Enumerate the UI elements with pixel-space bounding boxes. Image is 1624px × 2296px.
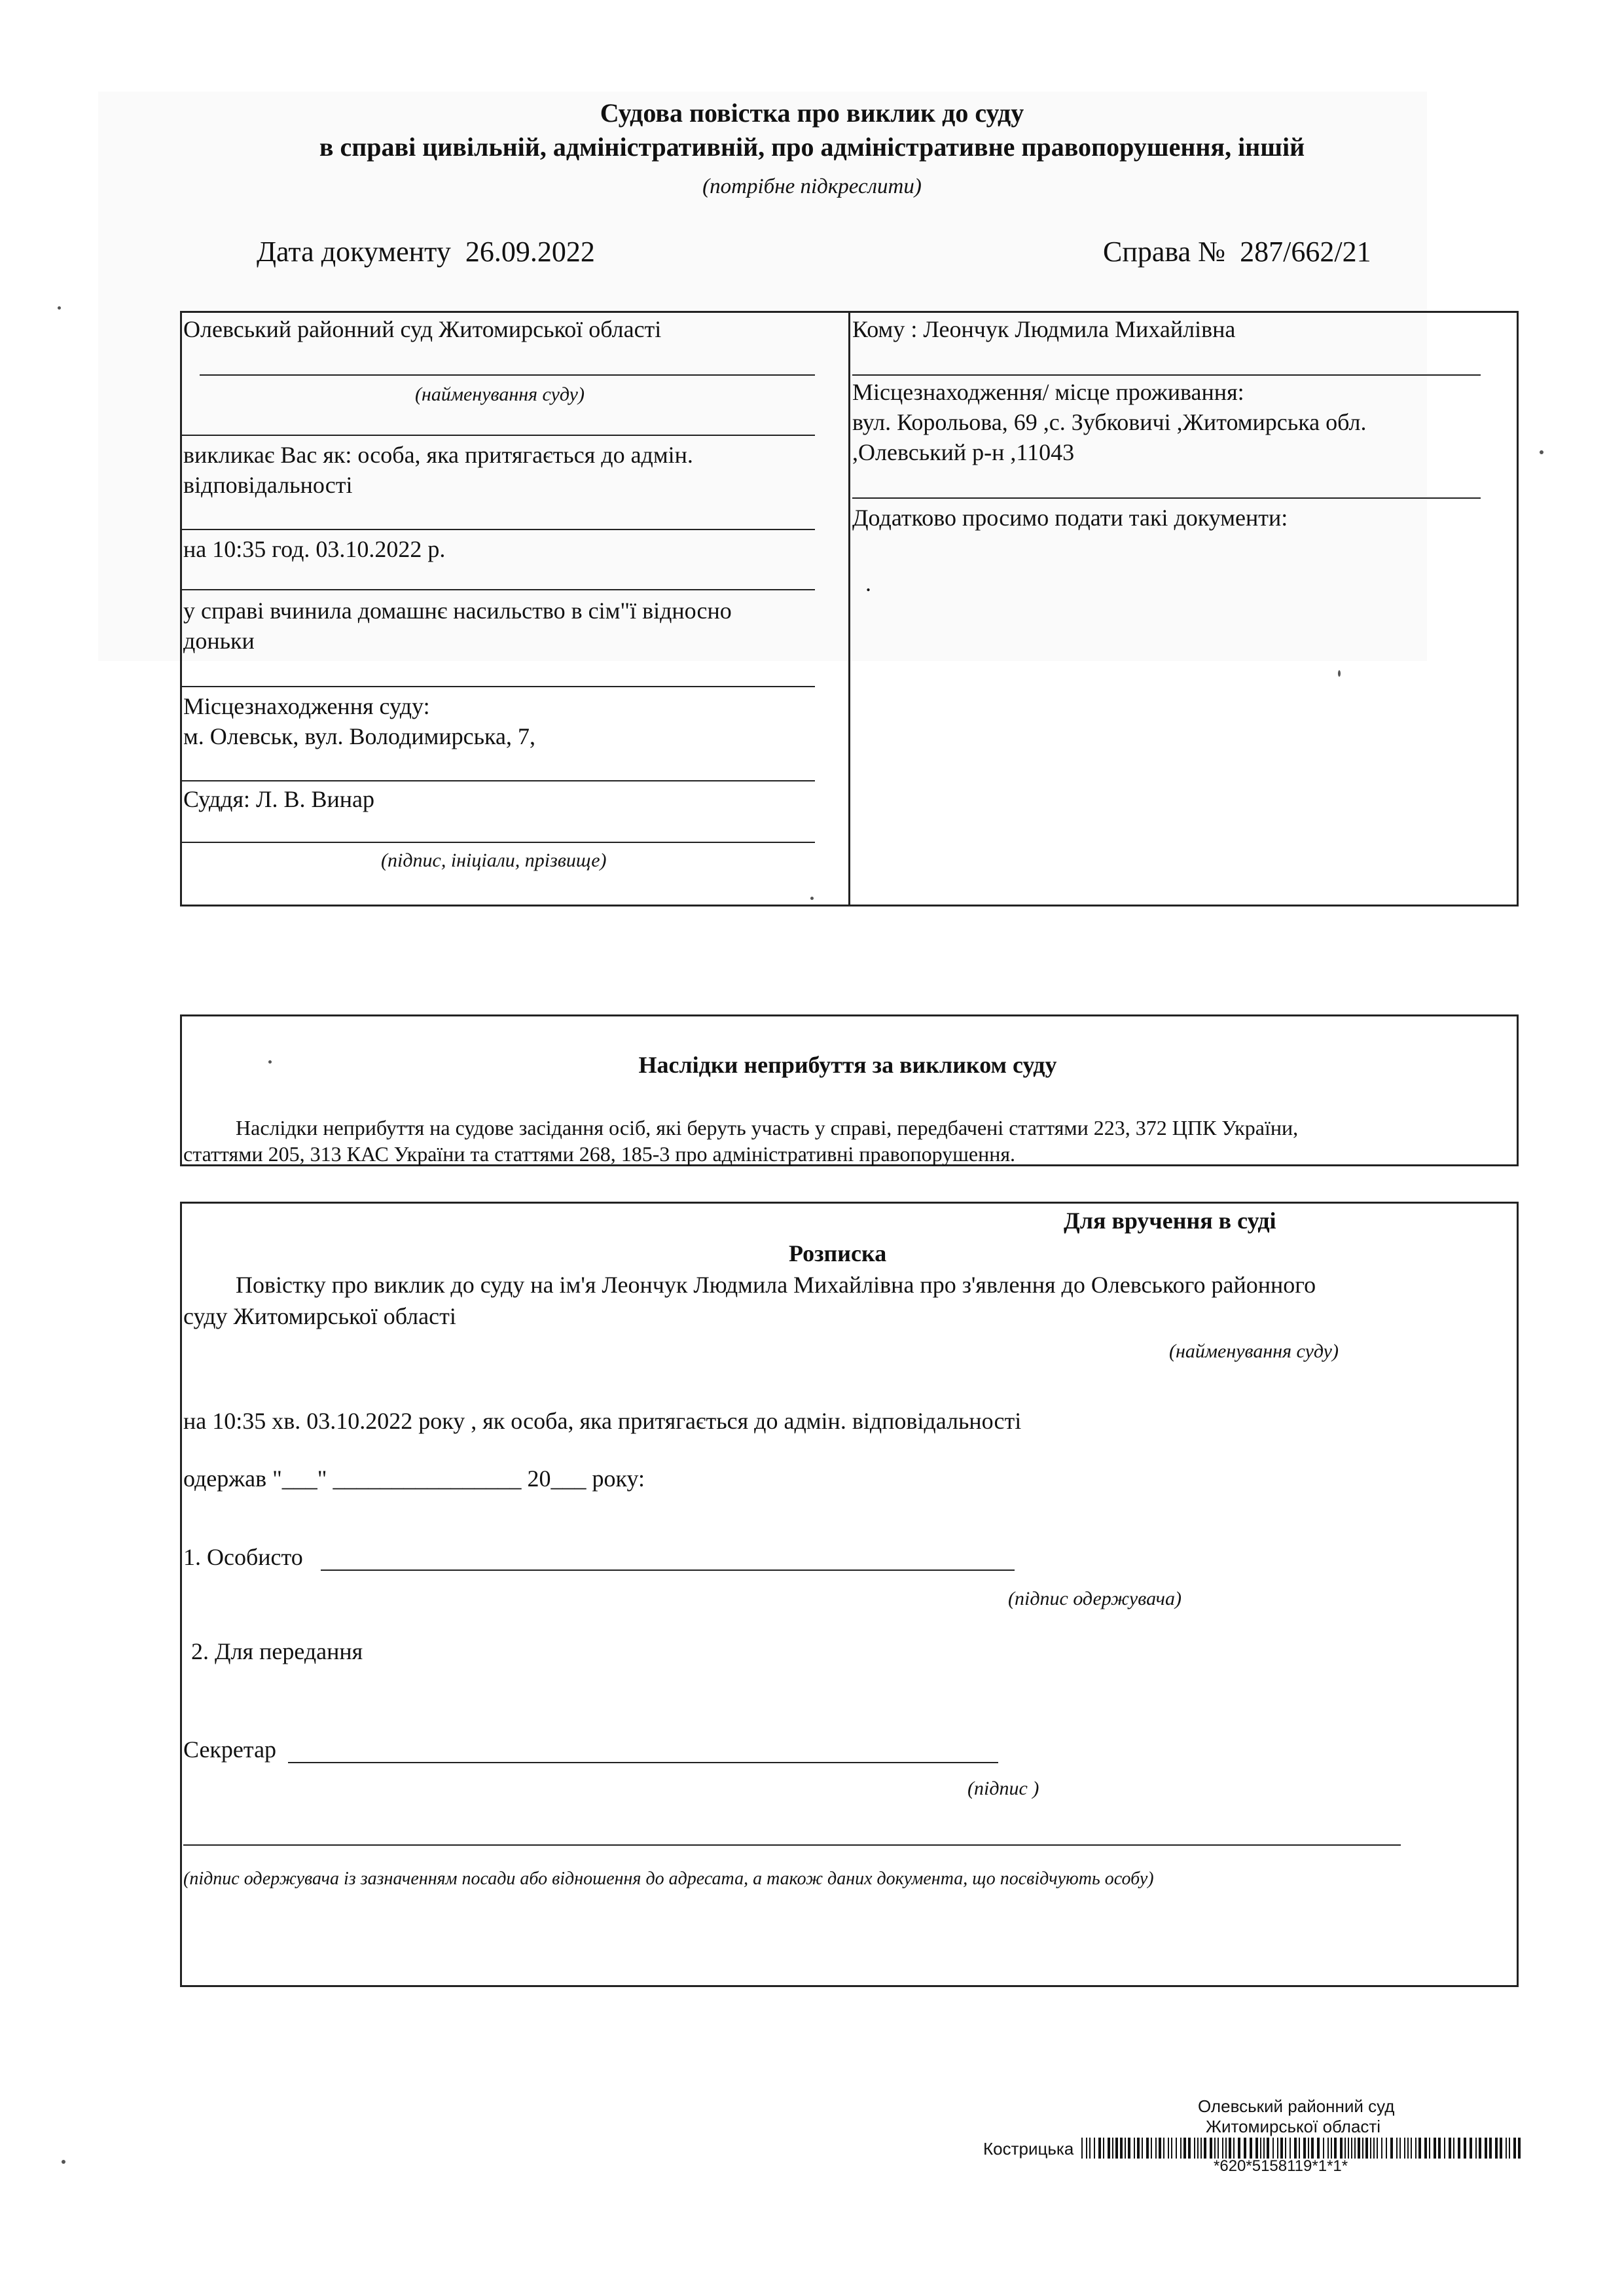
barcode-bar [1390, 2138, 1393, 2159]
barcode-text: *620*5158119*1*1* [1214, 2157, 1348, 2175]
consequences-text-cont: статтями 205, 313 КАС України та статтями 268, 185-3 про адміністративні правопорушення. [183, 1142, 1016, 1166]
divider [182, 780, 815, 781]
barcode-bar [1381, 2138, 1382, 2159]
barcode-bar [1299, 2138, 1300, 2159]
barcode-bar [1081, 2138, 1083, 2159]
barcode-bar [1485, 2138, 1487, 2159]
receipt-time: на 10:35 хв. 03.10.2022 року , як особа, яка притягається до адмін. відповідальності [183, 1408, 1022, 1434]
barcode-bar [1458, 2138, 1460, 2159]
divider [200, 374, 815, 376]
residence-address: вул. Корольова, 69 ,с. Зубковичі ,Житомирська обл. [852, 409, 1367, 435]
barcode-bar [1163, 2138, 1164, 2159]
footer-court: Олевський районний суд [1198, 2096, 1395, 2116]
divider [852, 374, 1481, 376]
divider [182, 435, 815, 436]
barcode-bar [1308, 2138, 1309, 2159]
judge: Суддя: Л. В. Винар [183, 786, 374, 812]
date-label: Дата документу [257, 236, 451, 268]
barcode-bar [1334, 2138, 1337, 2159]
page-title: Судова повістка про виклик до суду [600, 98, 1024, 128]
barcode-bar [1146, 2138, 1149, 2159]
barcode-bar [1396, 2138, 1398, 2159]
case-value: 287/662/21 [1240, 236, 1371, 268]
barcode-bar [1351, 2138, 1352, 2159]
case-label: Справа № [1103, 236, 1226, 268]
barcode-bar [1424, 2138, 1427, 2159]
barcode-bar [1200, 2138, 1202, 2159]
barcode-bar [1225, 2138, 1227, 2159]
barcode [1081, 2138, 1524, 2159]
barcode-bar [1370, 2138, 1371, 2159]
barcode-bar [1159, 2138, 1161, 2159]
barcode-bar [1344, 2138, 1346, 2159]
barcode-bar [1407, 2138, 1409, 2159]
secretary-label: Секретар [183, 1736, 277, 1763]
title-note: (потрібне підкреслити) [702, 175, 922, 198]
residence-address-cont: ,Олевський р-н ,11043 [852, 439, 1075, 465]
barcode-bar [1260, 2138, 1261, 2159]
barcode-bar [1495, 2138, 1498, 2159]
barcode-bar [1317, 2138, 1320, 2159]
barcode-bar [1294, 2138, 1297, 2159]
barcode-bar [1222, 2138, 1223, 2159]
barcode-bar [1489, 2138, 1492, 2159]
barcode-bar [1204, 2138, 1206, 2159]
barcode-bar [1094, 2138, 1095, 2159]
barcode-bar [1513, 2138, 1516, 2159]
barcode-bar [1479, 2138, 1481, 2159]
barcode-bar [1098, 2138, 1101, 2159]
barcode-bar [1348, 2138, 1349, 2159]
barcode-bar [1277, 2138, 1278, 2159]
barcode-bar [1267, 2138, 1269, 2159]
barcode-bar [1386, 2138, 1387, 2159]
barcode-bar [1509, 2138, 1510, 2159]
case-subject-cont: доньки [183, 628, 255, 654]
divider [182, 529, 815, 530]
for-court-label: Для вручення в суді [1064, 1208, 1276, 1234]
barcode-bar [1188, 2138, 1191, 2159]
barcode-bar [1311, 2138, 1314, 2159]
barcode-bar [1086, 2138, 1087, 2159]
hearing-time: на 10:35 год. 03.10.2022 р. [183, 536, 446, 562]
barcode-bar [1373, 2138, 1375, 2159]
barcode-bar [1365, 2138, 1368, 2159]
barcode-bar [1327, 2138, 1329, 2159]
barcode-bar [1168, 2138, 1169, 2159]
barcode-bar [1449, 2138, 1451, 2159]
judge-caption: (підпис, ініціали, прізвище) [381, 850, 607, 871]
barcode-bar [1137, 2138, 1140, 2159]
divider [182, 686, 815, 687]
scan-speck [1540, 450, 1543, 454]
residence-label: Місцезнаходження/ місце проживання: [852, 379, 1244, 405]
date-value: 26.09.2022 [465, 236, 595, 268]
divider [182, 589, 815, 590]
scan-speck [1338, 670, 1341, 677]
barcode-bar [1233, 2138, 1235, 2159]
barcode-bar [1303, 2138, 1306, 2159]
barcode-bar [1272, 2138, 1274, 2159]
barcode-bar [1280, 2138, 1283, 2159]
barcode-bar [1218, 2138, 1219, 2159]
barcode-bar [1453, 2138, 1454, 2159]
table-divider [848, 311, 850, 906]
barcode-bar [1411, 2138, 1412, 2159]
summons-role: викликає Вас як: особа, яка притягається до адмін. [183, 442, 693, 468]
case-subject: у справі вчинила домашнє насильство в сім"ї відносно [183, 598, 732, 624]
barcode-bar [1115, 2138, 1118, 2159]
barcode-bar [1434, 2138, 1436, 2159]
barcode-bar [1429, 2138, 1430, 2159]
court-name: Олевський районний суд Житомирської області [183, 316, 662, 342]
barcode-bar [1238, 2138, 1240, 2159]
barcode-bar [1362, 2138, 1363, 2159]
barcode-bar [1358, 2138, 1360, 2159]
transfer-label: 2. Для передання [191, 1638, 363, 1664]
bottom-caption: (підпис одержувача із зазначенням посади або відношення до адресата, а також даних документа, що посвідчують особу) [183, 1869, 1154, 1889]
document-date [257, 237, 595, 267]
scan-speck [58, 306, 61, 310]
barcode-bar [1214, 2138, 1216, 2159]
court-caption: (найменування суду) [415, 384, 585, 405]
barcode-bar [1151, 2138, 1152, 2159]
barcode-bar [1506, 2138, 1507, 2159]
barcode-bar [1500, 2138, 1502, 2159]
scan-speck [268, 1060, 272, 1064]
barcode-bar [1377, 2138, 1378, 2159]
barcode-bar [1399, 2138, 1401, 2159]
documents-value: . [865, 570, 871, 596]
barcode-bar [1444, 2138, 1445, 2159]
summons-role-cont: відповідальності [183, 472, 353, 498]
documents-label: Додатково просимо подати такі документи: [852, 505, 1288, 531]
receipt-title: Розписка [789, 1240, 887, 1266]
barcode-bar [1518, 2138, 1521, 2159]
barcode-bar [1475, 2138, 1477, 2159]
receipt-text: Повістку про виклик до суду на ім'я Леончук Людмила Михайлівна про з'явлення до Олевського районного [236, 1272, 1316, 1298]
barcode-bar [1331, 2138, 1332, 2159]
barcode-bar [1438, 2138, 1441, 2159]
barcode-bar [1470, 2138, 1472, 2159]
barcode-bar [1125, 2138, 1126, 2159]
barcode-bar [1120, 2138, 1123, 2159]
barcode-bar [1354, 2138, 1356, 2159]
barcode-bar [1290, 2138, 1291, 2159]
barcode-bar [1244, 2138, 1246, 2159]
barcode-bar [1210, 2138, 1212, 2159]
recipient-signature-line[interactable] [183, 1844, 1401, 1846]
consequences-title: Наслідки неприбуття за викликом суду [638, 1052, 1057, 1078]
barcode-bar [1464, 2138, 1466, 2159]
barcode-bar [1340, 2138, 1343, 2159]
court-location-label: Місцезнаходження суду: [183, 693, 430, 719]
personal-caption: (підпис одержувача) [1008, 1588, 1182, 1609]
barcode-bar [1197, 2138, 1199, 2159]
secretary-signature-line[interactable] [288, 1762, 998, 1763]
scan-speck [62, 2160, 65, 2164]
consequences-text: Наслідки неприбуття на судове засідання осіб, які беруть участь у справі, передбачені статтями 223, 372 ЦПК України, [236, 1116, 1299, 1139]
barcode-bar [1194, 2138, 1195, 2159]
barcode-bar [1112, 2138, 1113, 2159]
secretary-caption: (підпис ) [967, 1778, 1039, 1799]
divider [852, 497, 1481, 499]
barcode-bar [1180, 2138, 1182, 2159]
barcode-bar [1176, 2138, 1177, 2159]
barcode-bar [1323, 2138, 1324, 2159]
barcode-bar [1250, 2138, 1252, 2159]
divider [182, 842, 815, 843]
barcode-bar [1285, 2138, 1286, 2159]
court-location: м. Олевськ, вул. Володимирська, 7, [183, 723, 535, 749]
personal-label: 1. Особисто [183, 1544, 303, 1570]
barcode-bar [1418, 2138, 1421, 2159]
barcode-bar [1155, 2138, 1157, 2159]
signature-line[interactable] [321, 1570, 1015, 1571]
case-number [1103, 237, 1371, 267]
barcode-bar [1263, 2138, 1265, 2159]
barcode-bar [1171, 2138, 1172, 2159]
received-date: одержав "___" ________________ 20___ року: [183, 1465, 645, 1492]
recipient: Кому : Леончук Людмила Михайлівна [852, 316, 1236, 342]
barcode-bar [1404, 2138, 1405, 2159]
barcode-bar [1183, 2138, 1186, 2159]
barcode-bar [1255, 2138, 1258, 2159]
clerk-name: Кострицька [983, 2139, 1074, 2159]
receipt-court-caption: (найменування суду) [1169, 1340, 1339, 1362]
page-subtitle: в справі цивільній, адміністративній, про адміністративне правопорушення, іншій [319, 132, 1305, 162]
barcode-bar [1089, 2138, 1091, 2159]
barcode-bar [1229, 2138, 1231, 2159]
scan-speck [810, 897, 814, 900]
footer-court-region: Житомирської області [1206, 2117, 1381, 2136]
receipt-text-cont: суду Житомирської області [183, 1303, 456, 1329]
barcode-bar [1103, 2138, 1104, 2159]
barcode-bar [1108, 2138, 1110, 2159]
barcode-bar [1128, 2138, 1130, 2159]
barcode-bar [1415, 2138, 1416, 2159]
barcode-bar [1134, 2138, 1135, 2159]
barcode-bar [1142, 2138, 1143, 2159]
